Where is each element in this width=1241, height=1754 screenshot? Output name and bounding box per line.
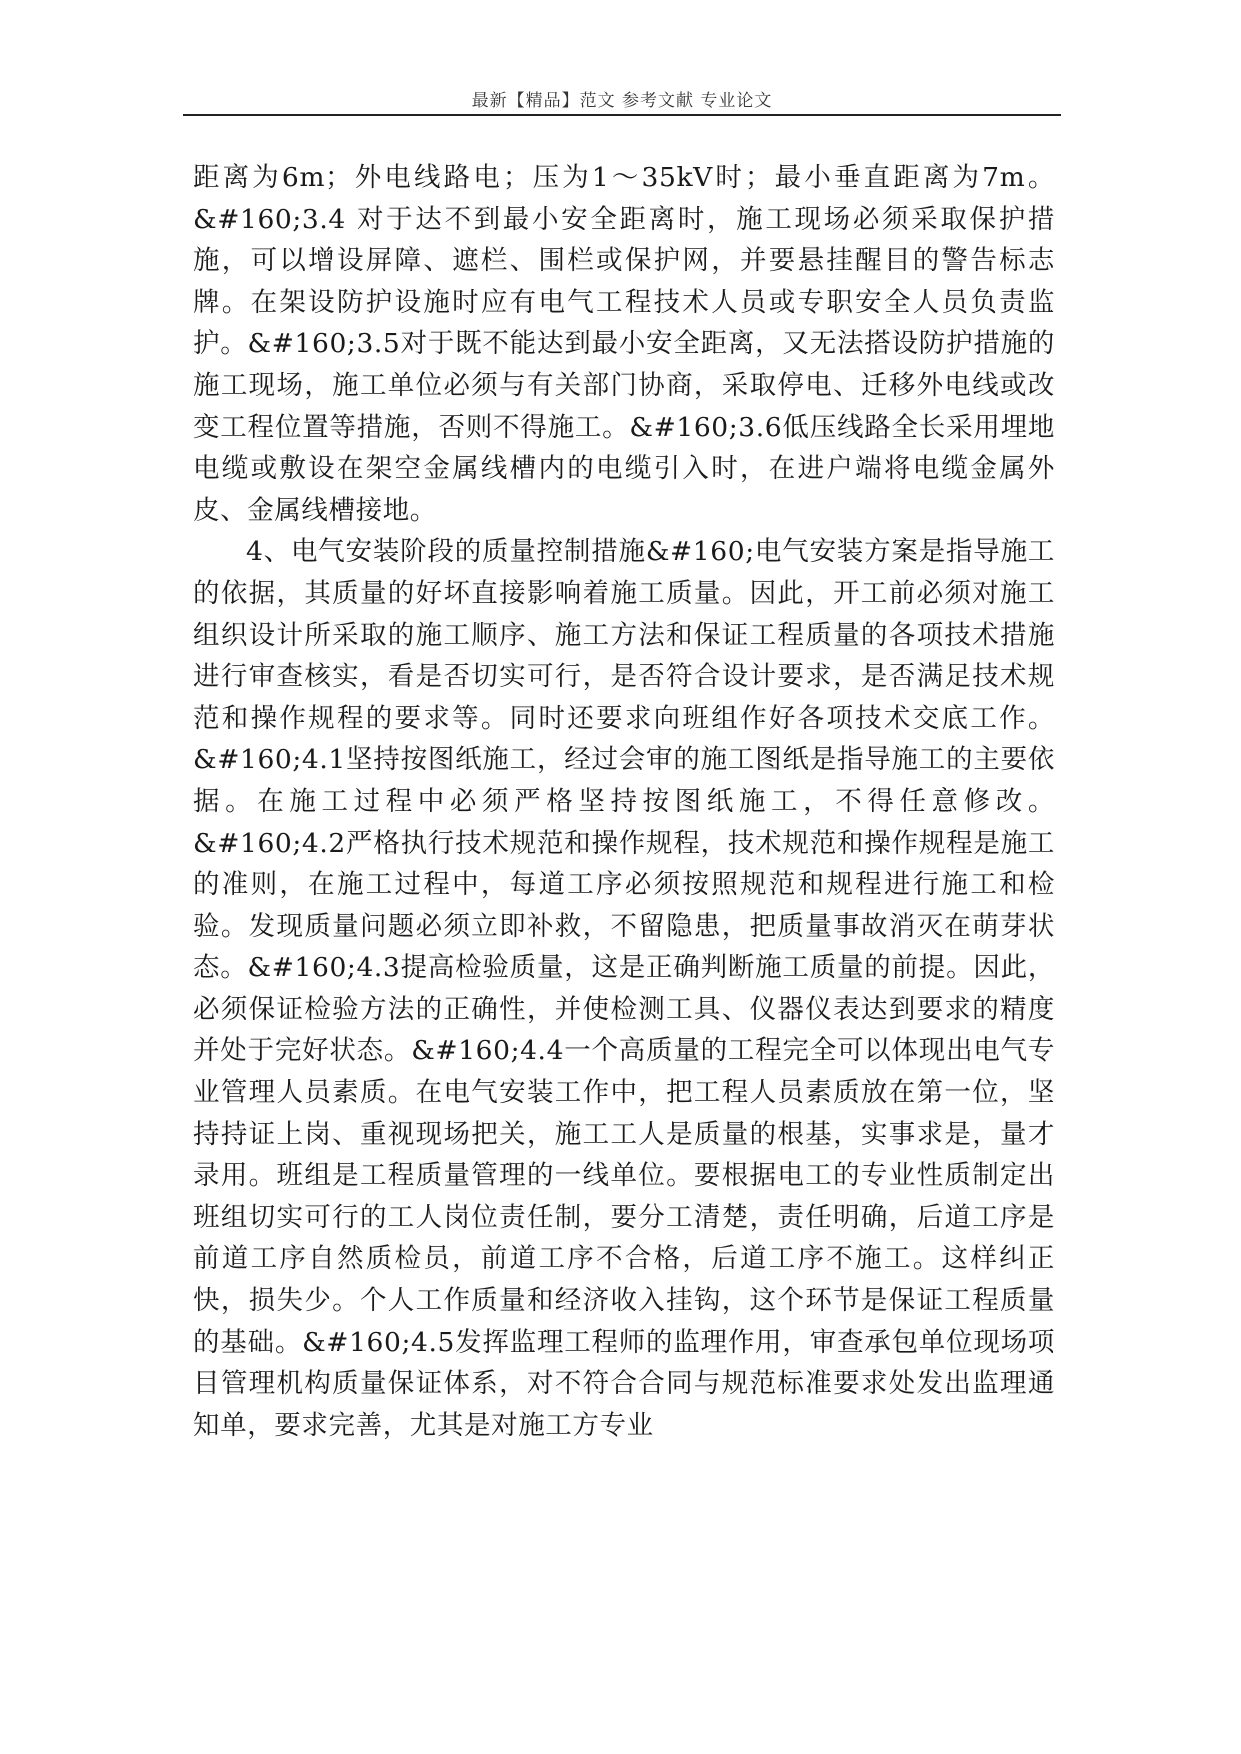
paragraph-quality-control: 4、电气安装阶段的质量控制措施&#160;电气安装方案是指导施工的依据，其质量的好坏直接影响着施工质量。因此，开工前必须对施工组织设计所采取的施工顺序、施工方法和保证工程质量的各项技术措施进行审查核实，看是否切实可行，是否符合设计要求，是否满足技术规范和操作规程的要求等。同时还要求向班组作好各项技术交底工作。&#160;4.1坚持按图纸施工，经过会审的施工图纸是指导施工的主要依据。在施工过程中必须严格坚持按图纸施工，不得任意修改。&#160;4.2严格执行技术规范和操作规程，技术规范和操作规程是施工的准则，在施工过程中，每道工序必须按照规范和规程进行施工和检验。发现质量问题必须立即补救，不留隐患，把质量事故消灭在萌芽状态。&#160;4.3提高检验质量，这是正确判断施工质量的前提。因此，必须保证检验方法的正确性，并使检测工具、仪器仪表达到要求的精度并处于完好状态。&#160;4.4一个高质量的工程完全可以体现出电气专业管理人员素质。在电气安装工作中，把工程人员素质放在第一位，坚持持证上岗、重视现场把关，施工工人是质量的根基，实事求是，量才录用。班组是工程质量管理的一线单位。要根据电工的专业性质制定出班组切实可行的工人岗位责任制，要分工清楚，责任明确，后道工序是前道工序自然质检员，前道工序不合格，后道工序不施工。这样纠正快，损失少。个人工作质量和经济收入挂钩，这个环节是保证工程质量的基础。&#160;4.5发挥监理工程师的监理作用，审查承包单位现场项目管理机构质量保证体系，对不符合合同与规范标准要求处发出监理通知单，要求完善，尤其是对施工方专业 (193, 536, 1055, 1441)
page-header: 最新【精品】范文 参考文献 专业论文 (471, 91, 773, 111)
header-divider (183, 114, 1061, 116)
document-body (193, 157, 1055, 1446)
paragraph-safety-distance: 距离为6m；外电线路电；压为1～35kV时；最小垂直距离为7m。&#160;3.4 对于达不到最小安全距离时，施工现场必须采取保护措施，可以增设屏障、遮栏、围栏或保护网，并要悬挂醒目的警告标志牌。在架设防护设施时应有电气工程技术人员或专职安全人员负责监护。&#160;3.5对于既不能达到最小安全距离，又无法搭设防护措施的施工现场，施工单位必须与有关部门协商，采取停电、迁移外电线或改变工程位置等措施，否则不得施工。&#160;3.6低压线路全长采用埋地电缆或敷设在架空金属线槽内的电缆引入时，在进户端将电缆金属外皮、金属线槽接地。 (193, 162, 1055, 526)
